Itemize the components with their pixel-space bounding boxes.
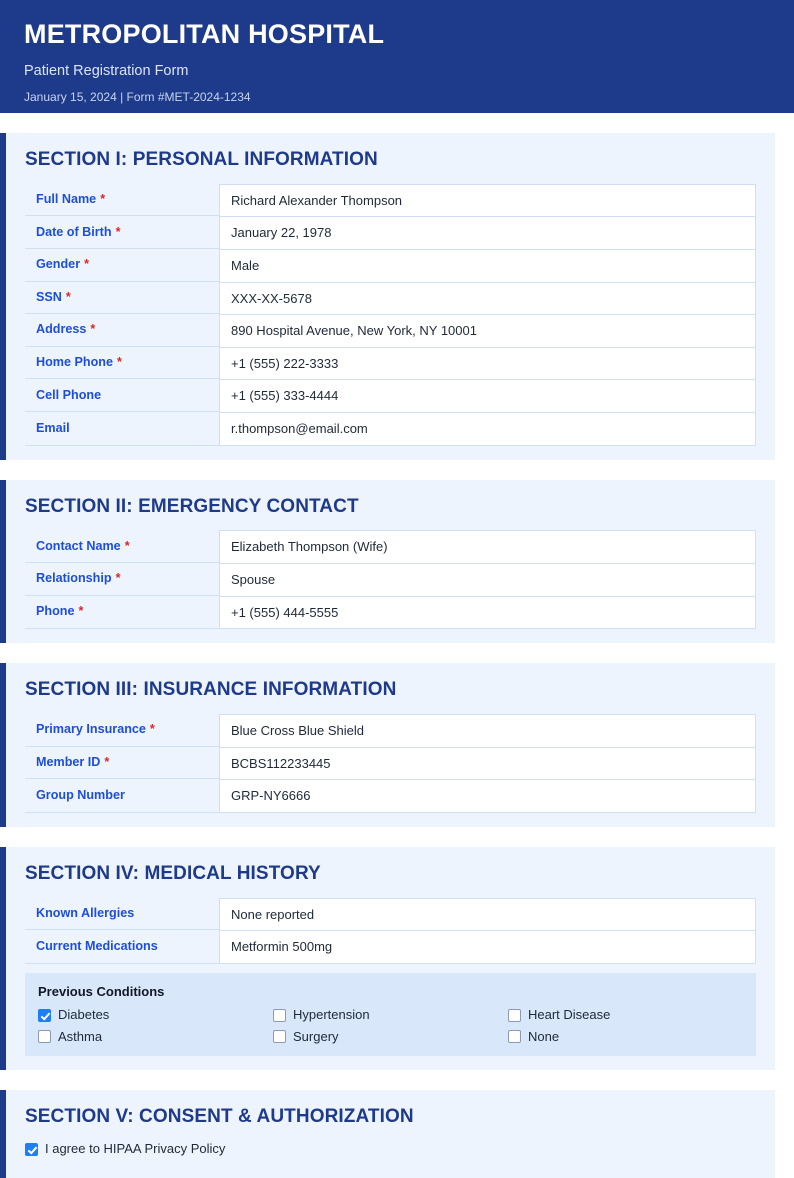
field-row (25, 184, 756, 217)
field-value[interactable]: Male (219, 249, 756, 282)
field-label-text: Phone (36, 604, 75, 619)
field-list (25, 184, 756, 446)
checkbox-unchecked-icon[interactable] (273, 1030, 286, 1043)
field-label-text: Known Allergies (36, 905, 135, 920)
field-label (25, 184, 219, 217)
field-label-text: Current Medications (36, 938, 158, 953)
condition-checkbox-item[interactable] (273, 1029, 508, 1045)
section-title: SECTION IV: MEDICAL HISTORY (25, 862, 321, 884)
form-section (0, 480, 775, 644)
field-label (25, 563, 219, 596)
section-title: SECTION I: PERSONAL INFORMATION (25, 149, 378, 170)
required-asterisk: * (65, 289, 71, 304)
checkbox-unchecked-icon[interactable] (508, 1009, 521, 1022)
field-label-text: Email (36, 420, 70, 435)
field-value[interactable]: Metformin 500mg (219, 930, 756, 964)
field-value[interactable]: +1 (555) 222-3333 (219, 347, 756, 380)
field-label-text: Group Number (36, 787, 125, 802)
field-label (25, 347, 219, 380)
document-header (0, 0, 794, 113)
required-asterisk: * (84, 257, 89, 272)
field-row (25, 530, 756, 563)
field-value[interactable]: BCBS112233445 (219, 747, 756, 780)
condition-checkbox-item[interactable] (508, 1029, 743, 1045)
field-row (25, 347, 756, 380)
condition-checkbox-item[interactable] (273, 1007, 508, 1023)
field-row (25, 714, 756, 747)
condition-checkbox-item[interactable] (38, 1029, 273, 1045)
field-row (25, 314, 756, 347)
field-value[interactable]: XXX-XX-5678 (219, 282, 756, 315)
field-value[interactable]: Richard Alexander Thompson (219, 184, 756, 217)
section-title: SECTION V: CONSENT & AUTHORIZATION (25, 1106, 414, 1128)
section-title: SECTION II: EMERGENCY CONTACT (25, 495, 359, 517)
previous-conditions-panel (25, 973, 756, 1057)
field-row (25, 216, 756, 249)
field-label (25, 747, 219, 780)
field-value[interactable]: r.thompson@email.com (219, 412, 756, 446)
required-asterisk: * (78, 604, 84, 619)
field-row (25, 563, 756, 596)
field-row (25, 596, 756, 630)
field-label-text: Full Name (36, 192, 97, 207)
form-section (0, 1090, 775, 1177)
condition-label: Asthma (58, 1028, 103, 1044)
condition-label: Surgery (293, 1028, 339, 1044)
checkbox-unchecked-icon[interactable] (508, 1030, 521, 1043)
consent-label: I agree to HIPAA Privacy Policy (45, 1141, 226, 1157)
field-list (25, 898, 756, 964)
field-label (25, 930, 219, 964)
field-label (25, 898, 219, 931)
field-label (25, 596, 219, 630)
consent-checkbox-item[interactable] (25, 1141, 756, 1157)
field-label-text: Relationship (36, 571, 112, 586)
field-value[interactable]: +1 (555) 444-5555 (219, 596, 756, 630)
field-label (25, 779, 219, 813)
field-row (25, 747, 756, 780)
required-asterisk: * (100, 192, 106, 207)
field-label (25, 282, 219, 315)
required-asterisk: * (104, 754, 110, 769)
hospital-name: METROPOLITAN HOSPITAL (24, 19, 385, 49)
required-asterisk: * (149, 722, 155, 737)
field-row (25, 930, 756, 964)
section-title: SECTION III: INSURANCE INFORMATION (25, 679, 397, 701)
condition-label: Heart Disease (528, 1007, 611, 1023)
condition-label: None (528, 1028, 560, 1044)
field-row (25, 412, 756, 446)
field-value[interactable]: January 22, 1978 (219, 216, 756, 249)
field-label-text: Contact Name (36, 538, 121, 553)
condition-label: Hypertension (293, 1007, 370, 1023)
checkbox-panel-title: Previous Conditions (38, 983, 165, 999)
field-row (25, 379, 756, 412)
form-section (0, 133, 775, 460)
field-value[interactable]: 890 Hospital Avenue, New York, NY 10001 (219, 314, 756, 347)
field-list (25, 714, 756, 813)
field-label (25, 379, 219, 412)
field-label-text: Primary Insurance (36, 722, 146, 737)
field-label (25, 216, 219, 249)
field-label-text: Member ID (36, 754, 101, 769)
field-row (25, 249, 756, 282)
field-value[interactable]: Blue Cross Blue Shield (219, 714, 756, 747)
required-asterisk: * (116, 355, 122, 369)
required-asterisk: * (124, 538, 130, 553)
checkbox-unchecked-icon[interactable] (273, 1009, 286, 1022)
field-value[interactable]: GRP-NY6666 (219, 779, 756, 813)
field-label-text: Home Phone (36, 355, 113, 369)
form-type-subtitle: Patient Registration Form (24, 62, 189, 79)
condition-checkbox-item[interactable] (38, 1007, 273, 1023)
field-row (25, 282, 756, 315)
field-value[interactable]: +1 (555) 333-4444 (219, 379, 756, 412)
field-label-text: Gender (36, 257, 81, 272)
field-value[interactable]: Elizabeth Thompson (Wife) (219, 530, 756, 563)
required-asterisk: * (115, 571, 121, 586)
form-section (0, 663, 775, 827)
field-row (25, 779, 756, 813)
field-label (25, 530, 219, 563)
field-value[interactable]: Spouse (219, 563, 756, 596)
field-value[interactable]: None reported (219, 898, 756, 931)
checkbox-checked-icon[interactable] (25, 1143, 38, 1156)
field-label (25, 249, 219, 282)
field-row (25, 898, 756, 931)
field-label-text: SSN (36, 289, 62, 304)
form-meta-line: January 15, 2024 | Form #MET-2024-1234 (24, 90, 251, 105)
field-label (25, 714, 219, 747)
condition-label: Diabetes (58, 1007, 110, 1023)
checkbox-grid (38, 1007, 743, 1044)
field-label (25, 412, 219, 446)
required-asterisk: * (115, 224, 121, 239)
field-label-text: Date of Birth (36, 224, 112, 239)
consent-list (25, 1141, 756, 1157)
form-section (0, 847, 775, 1071)
field-label (25, 314, 219, 347)
checkbox-checked-icon[interactable] (38, 1009, 51, 1022)
field-label-text: Cell Phone (36, 387, 102, 402)
required-asterisk: * (90, 322, 96, 337)
field-list (25, 530, 756, 629)
checkbox-unchecked-icon[interactable] (38, 1030, 51, 1043)
field-label-text: Address (36, 322, 87, 337)
condition-checkbox-item[interactable] (508, 1007, 743, 1023)
form-body (0, 113, 794, 1178)
